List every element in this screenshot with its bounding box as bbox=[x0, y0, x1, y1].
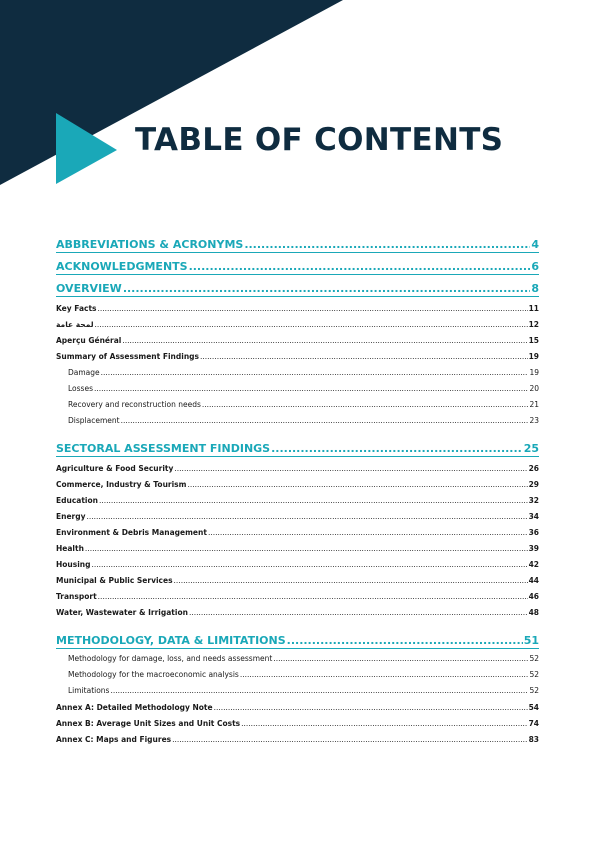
toc-entry-page: 12 bbox=[528, 320, 539, 329]
toc-entry-page: 6 bbox=[531, 260, 539, 273]
toc-entry-page: 19 bbox=[528, 352, 539, 361]
toc-entry-label: SECTORAL ASSESSMENT FINDINGS bbox=[56, 442, 271, 455]
toc-entry-page: 19 bbox=[529, 368, 539, 377]
toc-entry-label: Limitations bbox=[68, 686, 110, 695]
toc-entry-page: 83 bbox=[528, 735, 539, 744]
toc-entry-page: 42 bbox=[528, 560, 539, 569]
toc-entry-damage[interactable] bbox=[56, 368, 539, 377]
toc-entry-page: 15 bbox=[528, 336, 539, 345]
toc-entry-label: Losses bbox=[68, 384, 93, 393]
toc-entry-page: 36 bbox=[528, 528, 539, 537]
toc-entry-label: Health bbox=[56, 544, 84, 553]
toc-entry-label: Recovery and reconstruction needs bbox=[68, 400, 201, 409]
toc-entry-page: 26 bbox=[528, 464, 539, 473]
toc-entry-health[interactable] bbox=[56, 544, 539, 553]
toc-entry-label: OVERVIEW bbox=[56, 282, 122, 295]
toc-entry-label: Key Facts bbox=[56, 304, 97, 313]
toc-entry-label: Commerce, Industry & Tourism bbox=[56, 480, 187, 489]
toc-entry-summary-findings[interactable] bbox=[56, 352, 539, 361]
toc-entry-page: 48 bbox=[528, 608, 539, 617]
toc-entry-page: 29 bbox=[528, 480, 539, 489]
toc-entry-label: لمحة عامة bbox=[56, 320, 94, 329]
toc-entry-methodology[interactable] bbox=[56, 634, 539, 649]
toc-entry-limitations[interactable] bbox=[56, 686, 539, 695]
toc-entry-label: Displacement bbox=[68, 416, 120, 425]
toc-entry-page: 52 bbox=[529, 670, 539, 679]
toc-entry-label: Agriculture & Food Security bbox=[56, 464, 174, 473]
toc-entry-housing[interactable] bbox=[56, 560, 539, 569]
toc-entry-methodology-damage[interactable] bbox=[56, 654, 539, 663]
toc-entry-losses[interactable] bbox=[56, 384, 539, 393]
toc-entry-label: Housing bbox=[56, 560, 91, 569]
toc-entry-page: 51 bbox=[523, 634, 539, 647]
toc-entry-abbreviations[interactable] bbox=[56, 238, 539, 253]
toc-entry-page: 11 bbox=[528, 304, 539, 313]
toc-entry-displacement[interactable] bbox=[56, 416, 539, 425]
toc-entry-page: 52 bbox=[529, 654, 539, 663]
toc-entry-label: Annex C: Maps and Figures bbox=[56, 735, 172, 744]
toc-entry-label: Water, Wastewater & Irrigation bbox=[56, 608, 188, 617]
toc-entry-water[interactable] bbox=[56, 608, 539, 617]
toc-entry-label: Methodology for damage, loss, and needs assessment bbox=[68, 654, 273, 663]
toc-entry-label: Education bbox=[56, 496, 98, 505]
toc-entry-label: Energy bbox=[56, 512, 86, 521]
toc-entry-page: 25 bbox=[523, 442, 539, 455]
toc-entry-annex-c[interactable] bbox=[56, 735, 539, 744]
toc-entry-label: Annex B: Average Unit Sizes and Unit Costs bbox=[56, 719, 241, 728]
toc-entry-page: 44 bbox=[528, 576, 539, 585]
toc-entry-arabic-overview[interactable] bbox=[56, 320, 539, 329]
toc-entry-page: 20 bbox=[529, 384, 539, 393]
toc-entry-sectoral-findings[interactable] bbox=[56, 442, 539, 457]
toc-entry-energy[interactable] bbox=[56, 512, 539, 521]
toc-entry-municipal[interactable] bbox=[56, 576, 539, 585]
toc-entry-label: Aperçu Général bbox=[56, 336, 122, 345]
toc-entry-acknowledgments[interactable] bbox=[56, 260, 539, 275]
toc-entry-label: METHODOLOGY, DATA & LIMITATIONS bbox=[56, 634, 286, 647]
toc-entry-page: 39 bbox=[528, 544, 539, 553]
toc-entry-environment[interactable] bbox=[56, 528, 539, 537]
toc-entry-page: 54 bbox=[528, 703, 539, 712]
toc-entry-label: ACKNOWLEDGMENTS bbox=[56, 260, 188, 273]
toc-entry-label: Annex A: Detailed Methodology Note bbox=[56, 703, 213, 712]
toc-entry-page: 21 bbox=[529, 400, 539, 409]
page-title: TABLE OF CONTENTS bbox=[135, 122, 504, 158]
toc-entry-label: Environment & Debris Management bbox=[56, 528, 207, 537]
toc-entry-commerce[interactable] bbox=[56, 480, 539, 489]
toc-entry-label: Municipal & Public Services bbox=[56, 576, 173, 585]
toc-entry-apercu-general[interactable] bbox=[56, 336, 539, 345]
toc-entry-page: 4 bbox=[531, 238, 539, 251]
toc-entry-annex-b[interactable] bbox=[56, 719, 539, 728]
toc-entry-recovery-needs[interactable] bbox=[56, 400, 539, 409]
toc-entry-methodology-macro[interactable] bbox=[56, 670, 539, 679]
toc-entry-agriculture[interactable] bbox=[56, 464, 539, 473]
toc-entry-label: Summary of Assessment Findings bbox=[56, 352, 199, 361]
toc-entry-page: 34 bbox=[528, 512, 539, 521]
toc-entry-overview[interactable] bbox=[56, 282, 539, 297]
toc-entry-page: 8 bbox=[531, 282, 539, 295]
toc-entry-transport[interactable] bbox=[56, 592, 539, 601]
toc-entry-key-facts[interactable] bbox=[56, 304, 539, 313]
toc-entry-annex-a[interactable] bbox=[56, 703, 539, 712]
toc-entry-page: 52 bbox=[529, 686, 539, 695]
toc-entry-label: Transport bbox=[56, 592, 97, 601]
toc-entry-label: ABBREVIATIONS & ACRONYMS bbox=[56, 238, 244, 251]
toc-entry-education[interactable] bbox=[56, 496, 539, 505]
toc-entry-page: 46 bbox=[528, 592, 539, 601]
toc-entry-page: 74 bbox=[528, 719, 539, 728]
toc-entry-label: Methodology for the macroeconomic analysis bbox=[68, 670, 239, 679]
toc-entry-page: 23 bbox=[529, 416, 539, 425]
toc-entry-label: Damage bbox=[68, 368, 100, 377]
toc-entry-page: 32 bbox=[528, 496, 539, 505]
